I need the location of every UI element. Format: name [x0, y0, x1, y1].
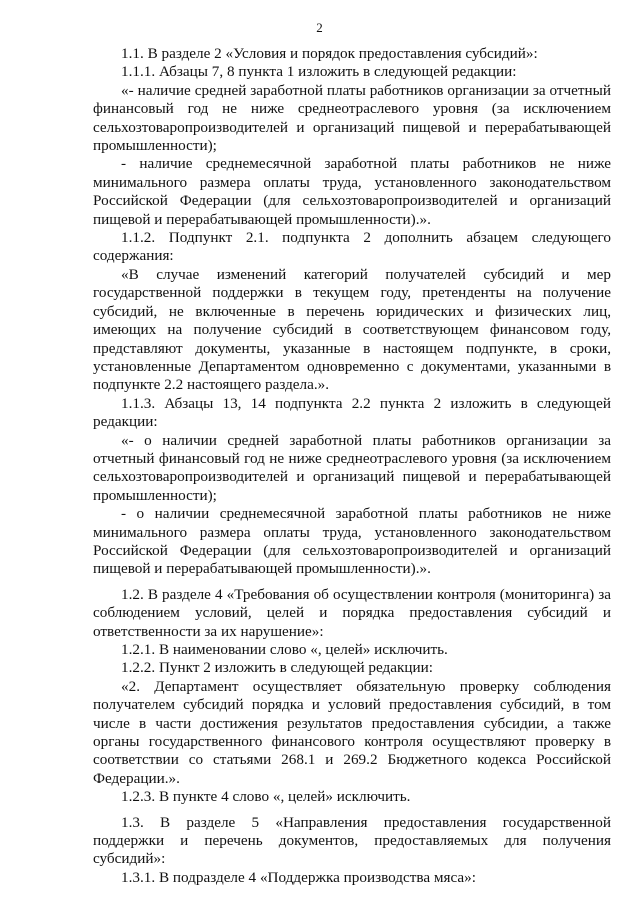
paragraph-quote-inspection: «2. Департамент осуществляет обязательную проверку соблюдения получателем субсидий порядка и условий предоставления субсидий, в том числе в части достижения результатов предоставления субсидии, а также органы государственного финансового контроля осуществляют проверку в соответствии со статьями 268.1 и 269.2 Бюджетного кодекса Российской Федерации.». — [93, 677, 611, 787]
paragraph-quote-average-wage-2: «- о наличии средней заработной платы работников организации за отчетный финансовый год не ниже среднеотраслевого уровня (за исключением сельхозтоваропроизводителей и организаций пищевой и перерабатывающей промышленности); — [93, 431, 611, 504]
paragraph-1-1-2: 1.1.2. Подпункт 2.1. подпункта 2 дополнить абзацем следующего содержания: — [93, 229, 611, 265]
paragraph-1-1-3: 1.1.3. Абзацы 13, 14 подпункта 2.2 пункта 2 изложить в следующей редакции: — [93, 394, 611, 431]
paragraph-1-2-3: 1.2.3. В пункте 4 слово «, целей» исключить. — [121, 788, 411, 806]
paragraph-quote-changes: «В случае изменений категорий получателей субсидий и мер государственной поддержки в текущем году, претенденты на получение субсидий, не включенные в перечень юридических и физических лиц, имеющих на получение субсидий в соответствующем финансовом году, представляют документы, указанные в настоящем подпункте, в сроки, установленные Департаментом одновременно с документами, указанными в подпункте 2.2 настоящего раздела.». — [93, 265, 611, 394]
paragraph-1-1-1: 1.1.1. Абзацы 7, 8 пункта 1 изложить в следующей редакции: — [121, 63, 517, 81]
paragraph-quote-average-wage: «- наличие средней заработной платы работников организации за отчетный финансовый год не ниже среднеотраслевого уровня (за исключением сельхозтоваропроизводителей и организаций пищевой и перерабатывающей промышленности); — [93, 81, 611, 155]
paragraph-1-2-1: 1.2.1. В наименовании слово «, целей» исключить. — [121, 641, 448, 658]
paragraph-1-3: 1.3. В разделе 5 «Направления предоставления государственной поддержки и перечень документов, предоставляемых для получения субсидий»: — [93, 813, 611, 868]
paragraph-1-2: 1.2. В разделе 4 «Требования об осуществлении контроля (мониторинга) за соблюдением условий, целей и порядка предоставления субсидий и ответственности за их нарушение»: — [93, 585, 611, 640]
paragraph-1-3-1: 1.3.1. В подразделе 4 «Поддержка производства мяса»: — [121, 868, 476, 886]
document-body — [93, 45, 611, 887]
paragraph-quote-min-wage: - наличие среднемесячной заработной платы работников не ниже минимального размера оплаты труда, установленного законодательством Российской Федерации (для сельхозтоваропроизводителей и организаций пищевой и перерабатывающей промышленности).». — [93, 155, 611, 228]
paragraph-1-2-2: 1.2.2. Пункт 2 изложить в следующей редакции: — [121, 659, 434, 677]
paragraph-quote-min-wage-2: - о наличии среднемесячной заработной платы работников не ниже минимального размера оплаты труда, установленного законодательством Российской Федерации (для сельхозтоваропроизводителей и организаций пищевой и перерабатывающей промышленности).». — [93, 505, 611, 578]
page-number: 2 — [316, 20, 323, 35]
paragraph-1-1: 1.1. В разделе 2 «Условия и порядок предоставления субсидий»: — [121, 45, 538, 62]
